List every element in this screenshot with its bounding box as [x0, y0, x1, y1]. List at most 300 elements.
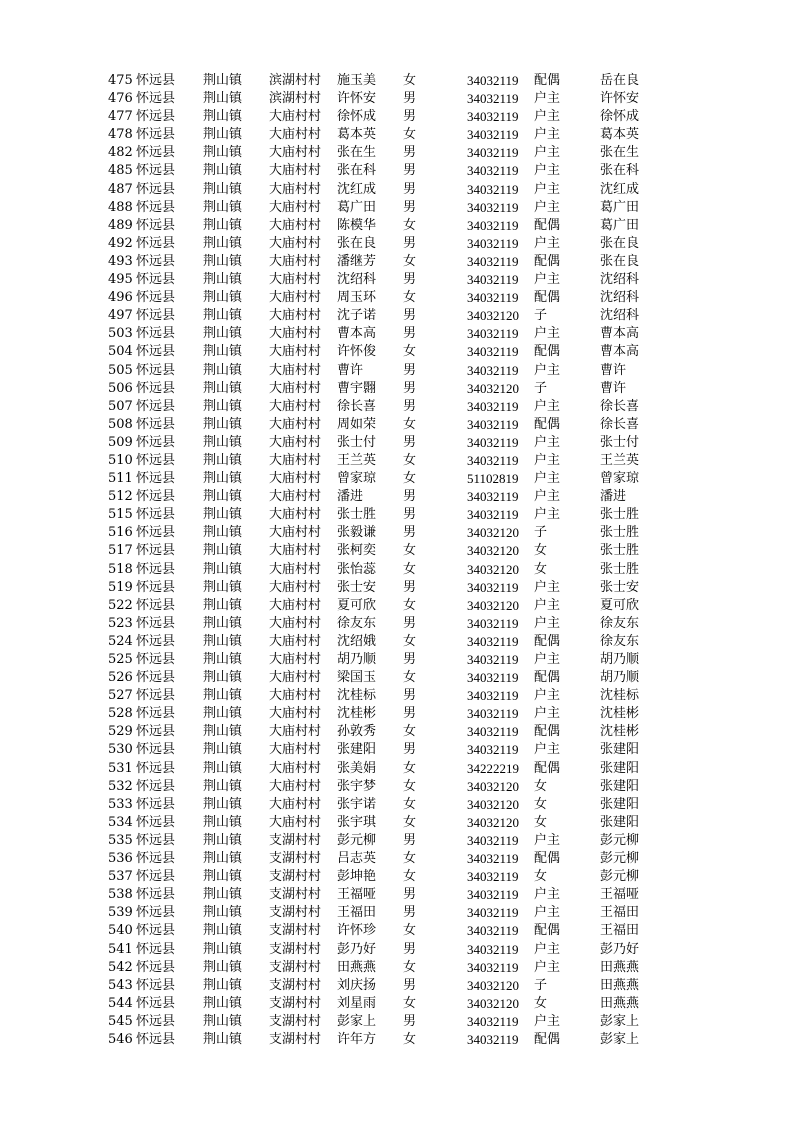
household-head-cell: 张建阳 — [600, 742, 640, 758]
id-number-cell: 34032119 — [467, 1031, 519, 1047]
relation-cell: 户主 — [534, 887, 561, 903]
village-cell: 大庙村村 — [269, 145, 322, 161]
household-head-cell: 张士胜 — [600, 543, 640, 559]
household-head-cell: 张建阳 — [600, 778, 640, 794]
sex-cell: 女 — [403, 416, 417, 432]
household-head-cell: 潘进 — [600, 489, 627, 505]
county-cell: 怀远县 — [136, 869, 176, 885]
row-number-cell: 522 — [108, 597, 133, 613]
name-cell: 张在生 — [337, 145, 377, 161]
household-head-cell: 葛广田 — [600, 217, 640, 233]
table-row — [108, 398, 668, 416]
name-cell: 胡乃顺 — [337, 652, 377, 667]
name-cell: 沈绍科 — [337, 272, 377, 288]
town-cell: 荆山镇 — [203, 380, 243, 396]
sex-cell: 男 — [403, 235, 417, 251]
county-cell: 怀远县 — [136, 398, 176, 414]
relation-cell: 配偶 — [534, 1031, 561, 1047]
county-cell: 怀远县 — [136, 507, 176, 523]
sex-cell: 男 — [403, 109, 417, 125]
county-cell: 怀远县 — [136, 543, 176, 559]
relation-cell: 配偶 — [534, 760, 561, 776]
sex-cell: 男 — [403, 652, 417, 667]
village-cell: 支湖村村 — [269, 887, 322, 903]
town-cell: 荆山镇 — [203, 724, 243, 740]
name-cell: 夏可欣 — [337, 597, 377, 613]
relation-cell: 户主 — [534, 127, 561, 143]
relation-cell: 子 — [534, 977, 548, 993]
id-number-cell: 34032119 — [467, 579, 519, 595]
county-cell: 怀远县 — [136, 742, 176, 758]
household-head-cell: 张士胜 — [600, 525, 640, 541]
village-cell: 大庙村村 — [269, 615, 322, 631]
sex-cell: 男 — [403, 199, 417, 215]
sex-cell: 男 — [403, 145, 417, 161]
relation-cell: 户主 — [534, 652, 561, 667]
village-cell: 大庙村村 — [269, 217, 322, 233]
row-number-cell: 523 — [108, 615, 133, 631]
sex-cell: 女 — [403, 543, 417, 559]
name-cell: 梁国玉 — [337, 670, 377, 686]
table-row — [108, 778, 668, 796]
household-head-cell: 田燕燕 — [600, 959, 640, 975]
id-number-cell: 34032119 — [467, 181, 519, 197]
village-cell: 大庙村村 — [269, 235, 322, 251]
id-number-cell: 34032119 — [467, 127, 519, 143]
row-number-cell: 536 — [108, 851, 133, 867]
county-cell: 怀远县 — [136, 579, 176, 595]
id-number-cell: 34222219 — [467, 760, 519, 776]
town-cell: 荆山镇 — [203, 851, 243, 867]
household-head-cell: 徐友东 — [600, 633, 640, 649]
town-cell: 荆山镇 — [203, 615, 243, 631]
sex-cell: 女 — [403, 561, 417, 577]
table-row — [108, 597, 668, 615]
table-row — [108, 760, 668, 778]
id-number-cell: 34032119 — [467, 742, 519, 758]
relation-cell: 配偶 — [534, 851, 561, 867]
row-number-cell: 516 — [108, 525, 133, 541]
name-cell: 张士胜 — [337, 507, 377, 523]
household-head-cell: 张在良 — [600, 253, 640, 269]
household-head-cell: 张士胜 — [600, 507, 640, 523]
village-cell: 大庙村村 — [269, 272, 322, 288]
household-head-cell: 田燕燕 — [600, 995, 640, 1011]
id-number-cell: 34032119 — [467, 633, 519, 649]
household-head-cell: 曹许 — [600, 380, 627, 396]
town-cell: 荆山镇 — [203, 597, 243, 613]
row-number-cell: 538 — [108, 887, 133, 903]
table-row — [108, 886, 668, 904]
table-row — [108, 832, 668, 850]
village-cell: 滨湖村村 — [269, 91, 322, 107]
household-head-cell: 田燕燕 — [600, 977, 640, 993]
county-cell: 怀远县 — [136, 217, 176, 233]
row-number-cell: 519 — [108, 579, 133, 595]
town-cell: 荆山镇 — [203, 199, 243, 215]
sex-cell: 男 — [403, 434, 417, 450]
name-cell: 葛本英 — [337, 127, 377, 143]
village-cell: 支湖村村 — [269, 977, 322, 993]
town-cell: 荆山镇 — [203, 344, 243, 360]
household-head-cell: 张建阳 — [600, 796, 640, 812]
village-cell: 大庙村村 — [269, 688, 322, 704]
household-head-cell: 彭乃好 — [600, 941, 640, 957]
row-number-cell: 534 — [108, 814, 133, 830]
town-cell: 荆山镇 — [203, 181, 243, 197]
village-cell: 大庙村村 — [269, 814, 322, 830]
id-number-cell: 34032119 — [467, 326, 519, 342]
row-number-cell: 528 — [108, 706, 133, 722]
town-cell: 荆山镇 — [203, 760, 243, 776]
village-cell: 大庙村村 — [269, 471, 322, 487]
town-cell: 荆山镇 — [203, 923, 243, 939]
row-number-cell: 530 — [108, 742, 133, 758]
county-cell: 怀远县 — [136, 760, 176, 776]
relation-cell: 户主 — [534, 326, 561, 342]
id-number-cell: 34032119 — [467, 272, 519, 288]
sex-cell: 女 — [403, 959, 417, 975]
household-head-cell: 岳在良 — [600, 73, 640, 88]
village-cell: 大庙村村 — [269, 326, 322, 342]
household-head-cell: 彭元柳 — [600, 851, 640, 867]
county-cell: 怀远县 — [136, 452, 176, 468]
id-number-cell: 34032119 — [467, 199, 519, 215]
relation-cell: 户主 — [534, 362, 561, 378]
sex-cell: 女 — [403, 127, 417, 143]
table-row — [108, 488, 668, 506]
town-cell: 荆山镇 — [203, 73, 243, 88]
county-cell: 怀远县 — [136, 977, 176, 993]
table-row — [108, 542, 668, 560]
sex-cell: 女 — [403, 1031, 417, 1047]
row-number-cell: 509 — [108, 434, 133, 450]
relation-cell: 女 — [534, 561, 548, 577]
sex-cell: 男 — [403, 941, 417, 957]
name-cell: 沈红成 — [337, 181, 377, 197]
town-cell: 荆山镇 — [203, 452, 243, 468]
relation-cell: 配偶 — [534, 217, 561, 233]
name-cell: 张怡蕊 — [337, 561, 377, 577]
village-cell: 大庙村村 — [269, 398, 322, 414]
relation-cell: 女 — [534, 814, 548, 830]
id-number-cell: 34032120 — [467, 525, 519, 541]
table-row — [108, 651, 668, 669]
id-number-cell: 34032119 — [467, 832, 519, 848]
village-cell: 大庙村村 — [269, 670, 322, 686]
relation-cell: 户主 — [534, 941, 561, 957]
village-cell: 支湖村村 — [269, 832, 322, 848]
relation-cell: 户主 — [534, 959, 561, 975]
village-cell: 大庙村村 — [269, 742, 322, 758]
village-cell: 支湖村村 — [269, 959, 322, 975]
sex-cell: 男 — [403, 832, 417, 848]
relation-cell: 户主 — [534, 181, 561, 197]
id-number-cell: 34032119 — [467, 163, 519, 179]
household-head-cell: 沈桂标 — [600, 688, 640, 704]
county-cell: 怀远县 — [136, 489, 176, 505]
household-head-cell: 葛广田 — [600, 199, 640, 215]
id-number-cell: 34032120 — [467, 778, 519, 794]
household-head-cell: 胡乃顺 — [600, 652, 640, 667]
county-cell: 怀远县 — [136, 290, 176, 306]
household-head-cell: 张在科 — [600, 163, 640, 179]
village-cell: 大庙村村 — [269, 181, 322, 197]
town-cell: 荆山镇 — [203, 995, 243, 1011]
id-number-cell: 34032119 — [467, 235, 519, 251]
sex-cell: 女 — [403, 670, 417, 686]
county-cell: 怀远县 — [136, 959, 176, 975]
table-row — [108, 72, 668, 90]
table-row — [108, 687, 668, 705]
village-cell: 大庙村村 — [269, 434, 322, 450]
row-number-cell: 492 — [108, 235, 133, 251]
name-cell: 徐友东 — [337, 615, 377, 631]
village-cell: 大庙村村 — [269, 290, 322, 306]
household-head-cell: 张建阳 — [600, 814, 640, 830]
village-cell: 支湖村村 — [269, 941, 322, 957]
table-row — [108, 796, 668, 814]
table-row — [108, 741, 668, 759]
county-cell: 怀远县 — [136, 832, 176, 848]
county-cell: 怀远县 — [136, 434, 176, 450]
id-number-cell: 34032120 — [467, 543, 519, 559]
table-row — [108, 1013, 668, 1031]
name-cell: 彭乃好 — [337, 941, 377, 957]
id-number-cell: 34032119 — [467, 941, 519, 957]
household-head-cell: 王兰英 — [600, 452, 640, 468]
table-row — [108, 253, 668, 271]
county-cell: 怀远县 — [136, 905, 176, 921]
name-cell: 张美娟 — [337, 760, 377, 776]
county-cell: 怀远县 — [136, 127, 176, 143]
relation-cell: 配偶 — [534, 633, 561, 649]
name-cell: 张宇诺 — [337, 796, 377, 812]
table-row — [108, 633, 668, 651]
village-cell: 支湖村村 — [269, 995, 322, 1011]
row-number-cell: 504 — [108, 344, 133, 360]
id-number-cell: 34032119 — [467, 959, 519, 975]
sex-cell: 男 — [403, 905, 417, 921]
county-cell: 怀远县 — [136, 706, 176, 722]
county-cell: 怀远县 — [136, 362, 176, 378]
row-number-cell: 493 — [108, 253, 133, 269]
town-cell: 荆山镇 — [203, 688, 243, 704]
village-cell: 大庙村村 — [269, 380, 322, 396]
row-number-cell: 511 — [108, 471, 133, 487]
household-head-cell: 张士胜 — [600, 561, 640, 577]
row-number-cell: 496 — [108, 290, 133, 306]
county-cell: 怀远县 — [136, 471, 176, 487]
name-cell: 张宇梦 — [337, 778, 377, 794]
id-number-cell: 34032120 — [467, 796, 519, 812]
village-cell: 大庙村村 — [269, 579, 322, 595]
county-cell: 怀远县 — [136, 163, 176, 179]
town-cell: 荆山镇 — [203, 941, 243, 957]
household-head-cell: 沈绍科 — [600, 308, 640, 324]
id-number-cell: 34032119 — [467, 652, 519, 667]
sex-cell: 女 — [403, 597, 417, 613]
relation-cell: 户主 — [534, 1013, 561, 1029]
table-row — [108, 904, 668, 922]
relation-cell: 户主 — [534, 163, 561, 179]
town-cell: 荆山镇 — [203, 579, 243, 595]
sex-cell: 女 — [403, 217, 417, 233]
id-number-cell: 34032119 — [467, 724, 519, 740]
county-cell: 怀远县 — [136, 597, 176, 613]
village-cell: 大庙村村 — [269, 706, 322, 722]
county-cell: 怀远县 — [136, 272, 176, 288]
town-cell: 荆山镇 — [203, 471, 243, 487]
household-head-cell: 张在生 — [600, 145, 640, 161]
household-head-cell: 王福田 — [600, 905, 640, 921]
table-row — [108, 868, 668, 886]
household-head-cell: 徐长喜 — [600, 398, 640, 414]
town-cell: 荆山镇 — [203, 507, 243, 523]
household-head-cell: 许怀安 — [600, 91, 640, 107]
name-cell: 徐长喜 — [337, 398, 377, 414]
village-cell: 大庙村村 — [269, 633, 322, 649]
household-head-cell: 王福田 — [600, 923, 640, 939]
village-cell: 大庙村村 — [269, 796, 322, 812]
sex-cell: 女 — [403, 290, 417, 306]
county-cell: 怀远县 — [136, 923, 176, 939]
county-cell: 怀远县 — [136, 91, 176, 107]
row-number-cell: 505 — [108, 362, 133, 378]
row-number-cell: 495 — [108, 272, 133, 288]
table-row — [108, 434, 668, 452]
table-row — [108, 416, 668, 434]
row-number-cell: 527 — [108, 688, 133, 704]
county-cell: 怀远县 — [136, 145, 176, 161]
village-cell: 支湖村村 — [269, 1013, 322, 1029]
name-cell: 王兰英 — [337, 452, 377, 468]
id-number-cell: 34032119 — [467, 416, 519, 432]
village-cell: 支湖村村 — [269, 851, 322, 867]
town-cell: 荆山镇 — [203, 272, 243, 288]
village-cell: 支湖村村 — [269, 905, 322, 921]
sex-cell: 女 — [403, 995, 417, 1011]
row-number-cell: 544 — [108, 995, 133, 1011]
row-number-cell: 497 — [108, 308, 133, 324]
town-cell: 荆山镇 — [203, 217, 243, 233]
relation-cell: 配偶 — [534, 253, 561, 269]
county-cell: 怀远县 — [136, 670, 176, 686]
village-cell: 大庙村村 — [269, 362, 322, 378]
id-number-cell: 34032119 — [467, 253, 519, 269]
town-cell: 荆山镇 — [203, 434, 243, 450]
village-cell: 大庙村村 — [269, 525, 322, 541]
id-number-cell: 34032119 — [467, 362, 519, 378]
sex-cell: 女 — [403, 724, 417, 740]
county-cell: 怀远县 — [136, 851, 176, 867]
sex-cell: 男 — [403, 489, 417, 505]
name-cell: 徐怀成 — [337, 109, 377, 125]
name-cell: 许怀安 — [337, 91, 377, 107]
id-number-cell: 34032119 — [467, 217, 519, 233]
relation-cell: 户主 — [534, 688, 561, 704]
relation-cell: 配偶 — [534, 73, 561, 88]
row-number-cell: 510 — [108, 452, 133, 468]
town-cell: 荆山镇 — [203, 290, 243, 306]
row-number-cell: 535 — [108, 832, 133, 848]
relation-cell: 户主 — [534, 109, 561, 125]
name-cell: 彭坤艳 — [337, 869, 377, 885]
village-cell: 大庙村村 — [269, 308, 322, 324]
table-row — [108, 506, 668, 524]
id-number-cell: 51102819 — [467, 471, 519, 487]
id-number-cell: 34032120 — [467, 561, 519, 577]
name-cell: 葛广田 — [337, 199, 377, 215]
table-row — [108, 452, 668, 470]
id-number-cell: 34032120 — [467, 814, 519, 830]
sex-cell: 男 — [403, 615, 417, 631]
sex-cell: 女 — [403, 253, 417, 269]
id-number-cell: 34032120 — [467, 995, 519, 1011]
village-cell: 支湖村村 — [269, 869, 322, 885]
town-cell: 荆山镇 — [203, 127, 243, 143]
village-cell: 大庙村村 — [269, 561, 322, 577]
household-head-cell: 张士安 — [600, 579, 640, 595]
household-head-cell: 曹本高 — [600, 326, 640, 342]
household-head-cell: 张在良 — [600, 235, 640, 251]
town-cell: 荆山镇 — [203, 525, 243, 541]
town-cell: 荆山镇 — [203, 1031, 243, 1047]
household-head-cell: 沈绍科 — [600, 290, 640, 306]
sex-cell: 男 — [403, 398, 417, 414]
village-cell: 大庙村村 — [269, 416, 322, 432]
sex-cell: 男 — [403, 1013, 417, 1029]
household-head-cell: 沈红成 — [600, 181, 640, 197]
name-cell: 张柯奕 — [337, 543, 377, 559]
row-number-cell: 542 — [108, 959, 133, 975]
name-cell: 王福田 — [337, 905, 377, 921]
row-number-cell: 518 — [108, 561, 133, 577]
table-row — [108, 941, 668, 959]
sex-cell: 女 — [403, 452, 417, 468]
table-row — [108, 615, 668, 633]
county-cell: 怀远县 — [136, 941, 176, 957]
relation-cell: 户主 — [534, 471, 561, 487]
town-cell: 荆山镇 — [203, 1013, 243, 1029]
county-cell: 怀远县 — [136, 109, 176, 125]
sex-cell: 女 — [403, 869, 417, 885]
row-number-cell: 529 — [108, 724, 133, 740]
table-row — [108, 343, 668, 361]
row-number-cell: 507 — [108, 398, 133, 414]
town-cell: 荆山镇 — [203, 253, 243, 269]
name-cell: 张建阳 — [337, 742, 377, 758]
name-cell: 彭家上 — [337, 1013, 377, 1029]
village-cell: 支湖村村 — [269, 923, 322, 939]
sex-cell: 男 — [403, 507, 417, 523]
table-row — [108, 1031, 668, 1049]
county-cell: 怀远县 — [136, 688, 176, 704]
relation-cell: 子 — [534, 308, 548, 324]
relation-cell: 女 — [534, 796, 548, 812]
id-number-cell: 34032120 — [467, 977, 519, 993]
relation-cell: 户主 — [534, 507, 561, 523]
id-number-cell: 34032119 — [467, 109, 519, 125]
id-number-cell: 34032119 — [467, 398, 519, 414]
household-head-cell: 张建阳 — [600, 760, 640, 776]
table-row — [108, 235, 668, 253]
town-cell: 荆山镇 — [203, 163, 243, 179]
town-cell: 荆山镇 — [203, 706, 243, 722]
sex-cell: 男 — [403, 181, 417, 197]
county-cell: 怀远县 — [136, 308, 176, 324]
village-cell: 大庙村村 — [269, 109, 322, 125]
